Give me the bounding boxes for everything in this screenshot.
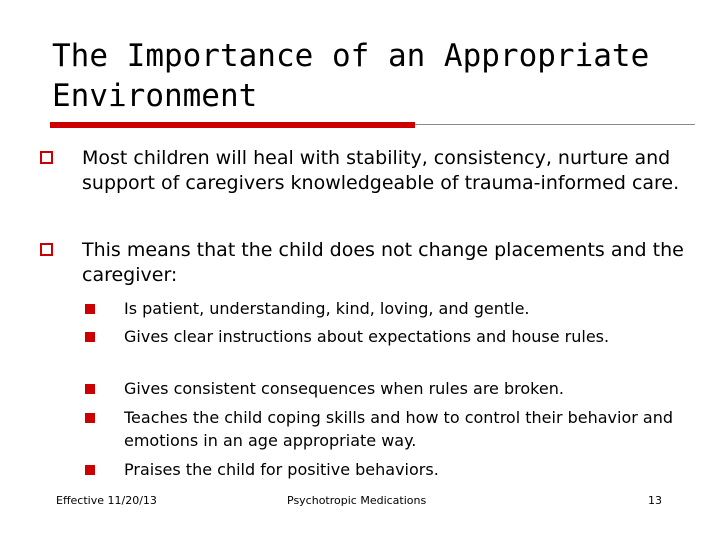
sub-bullet-item [124,378,684,401]
sub-bullet-text: Gives clear instructions about expectations and house rules. [124,327,610,346]
filled-square-bullet-icon [85,332,95,342]
sub-bullet-text: Praises the child for positive behaviors. [124,460,439,479]
bullet-text: Most children will heal with stability, consistency, nurture and support of caregivers knowledgeable of trauma-informed care. [82,147,680,194]
sub-bullet-item [124,407,684,452]
filled-square-bullet-icon [85,384,95,394]
footer-title: Psychotropic Medications [287,494,427,507]
sub-bullet-text: Teaches the child coping skills and how to control their behavior and emotions in an age appropriate way. [124,408,674,450]
filled-square-bullet-icon [85,304,95,314]
filled-square-bullet-icon [85,413,95,423]
footer-date: Effective 11/20/13 [56,494,157,507]
sub-bullet-item [124,326,684,349]
page-number: 13 [648,494,662,507]
sub-bullet-item [124,298,684,321]
bullet-text: This means that the child does not change placements and the caregiver: [82,239,684,286]
hollow-square-bullet-icon [40,151,53,164]
slide-title: The Importance of an Appropriate Environment [52,38,650,114]
bullet-item [82,238,694,288]
sub-bullet-text: Gives consistent consequences when rules are broken. [124,379,564,398]
bullet-item [82,146,694,196]
sub-bullet-item [124,459,684,482]
sub-bullet-text: Is patient, understanding, kind, loving, and gentle. [124,299,530,318]
filled-square-bullet-icon [85,465,95,475]
hollow-square-bullet-icon [40,243,53,256]
